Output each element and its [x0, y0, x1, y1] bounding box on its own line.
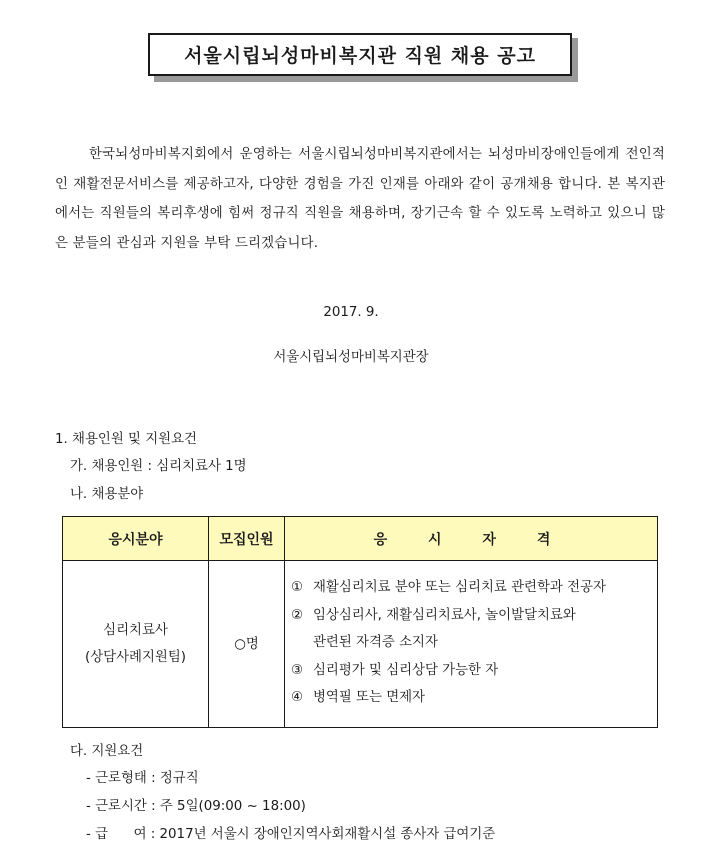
field-cell	[63, 561, 209, 728]
item-number: ④	[291, 690, 304, 706]
section-heading: 1. 채용인원 및 지원요건	[55, 432, 197, 447]
qualification-item	[291, 684, 651, 712]
table-row	[63, 561, 658, 728]
table-header-row	[63, 517, 658, 561]
item-text: 병역필 또는 면제자	[313, 690, 425, 706]
item-number: ①	[291, 580, 304, 595]
qualification-cell	[285, 561, 658, 728]
item-number: ②	[291, 607, 304, 623]
condition-employment-type: - 근로형태 : 정규직	[86, 771, 199, 786]
condition-working-hours: - 근로시간 : 주 5일(09:00 ~ 18:00)	[86, 799, 306, 814]
item-text: 임상심리사, 재활심리치료사, 놀이발달치료와	[313, 607, 576, 623]
field-team: (상담사례지원팀)	[85, 650, 186, 665]
recruitment-table	[62, 516, 658, 728]
announcement-date: 2017. 9.	[323, 305, 379, 320]
qualification-item	[291, 657, 651, 685]
item-number: ③	[291, 662, 304, 678]
recruit-field-heading: 나. 채용분야	[70, 487, 144, 502]
item-text: 재활심리치료 분야 또는 심리치료 관련학과 전공자	[313, 580, 606, 595]
header-field: 응시분야	[63, 517, 209, 561]
header-count: 모집인원	[209, 517, 285, 561]
header-qualification: 응 시 자 격	[285, 517, 658, 561]
intro-text: 한국뇌성마비복지회에서 운영하는 서울시립뇌성마비복지관에서는 뇌성마비장애인들에게 전인적인 재활전문서비스를 제공하고자, 다양한 경험을 가진 인재를 아래와 같이 공개채용 합니다. 본 복지관에서는 직원들의 복리후생에 힘써 정규직 직원을 채용하며, 장기근속 할 수 있도록 노력하고 있으니 많은 분들의 관심과 지원을 부탁 드리겠습니다.	[55, 147, 665, 251]
intro-paragraph	[55, 140, 665, 258]
field-name: 심리치료사	[103, 623, 168, 638]
issuer-name: 서울시립뇌성마비복지관장	[273, 350, 429, 365]
condition-salary: - 급 여 : 2017년 서울시 장애인지역사회재활시설 종사자 급여기준	[86, 827, 496, 842]
page-title	[148, 33, 572, 76]
page-title-text: 서울시립뇌성마비복지관 직원 채용 공고	[184, 45, 536, 67]
requirements-heading: 다. 지원요건	[70, 744, 144, 759]
qualification-continuation: 관련된 자격증 소지자	[313, 635, 438, 651]
count-cell: ○명	[209, 561, 285, 728]
recruit-count-line: 가. 채용인원 : 심리치료사 1명	[70, 459, 247, 474]
item-text: 심리평가 및 심리상담 가능한 자	[313, 662, 499, 678]
qualification-item	[291, 574, 651, 602]
qualification-item	[291, 602, 651, 630]
